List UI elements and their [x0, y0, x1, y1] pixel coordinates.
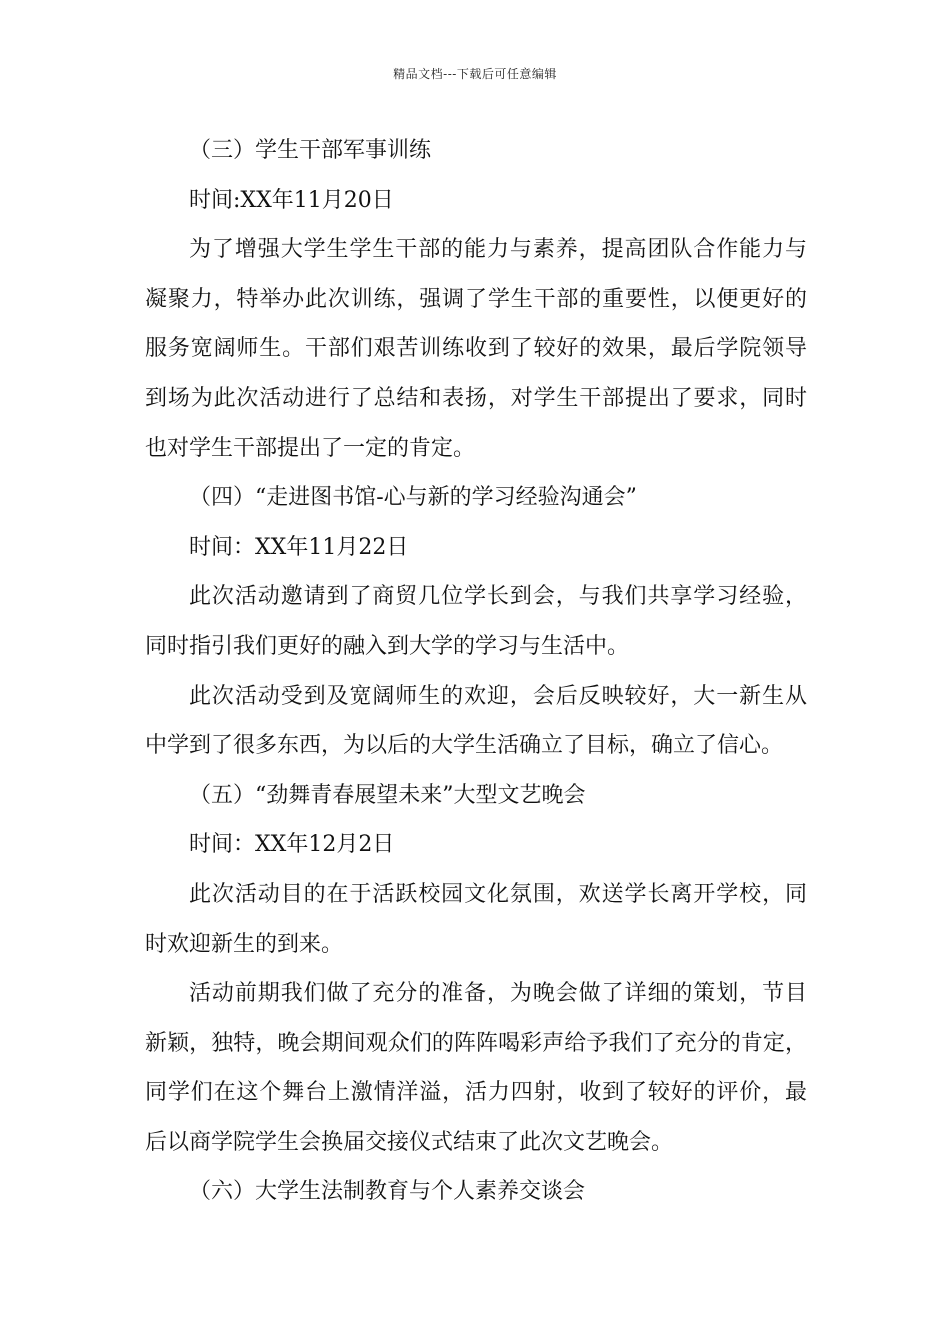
paragraph-line: 中学到了很多东西，为以后的大学生活确立了目标，确立了信心。 — [145, 733, 784, 759]
paragraph-line: 此次活动目的在于活跃校园文化氛围，欢送学长离开学校，同 — [189, 881, 807, 907]
section-heading-6: （六）大学生法制教育与个人素养交谈会 — [189, 1179, 586, 1205]
section-heading-5: （五）“劲舞青春展望未来”大型文艺晚会 — [189, 782, 586, 808]
paragraph-line: 也对学生干部提出了一定的肯定。 — [145, 435, 476, 461]
section-heading-3: （三）学生干部军事训练 — [189, 138, 432, 163]
document-body — [145, 126, 807, 1217]
paragraph-line: 活动前期我们做了充分的准备，为晚会做了详细的策划，节目 — [189, 981, 807, 1007]
paragraph-line: 凝聚力，特举办此次训练，强调了学生干部的重要性，以便更好的 — [145, 286, 807, 312]
section-4-date: 时间：XX年11月22日 — [189, 534, 409, 560]
paragraph-line: 此次活动邀请到了商贸几位学长到会，与我们共享学习经验， — [189, 584, 807, 610]
section-heading-4: （四）“走进图书馆-心与新的学习经验沟通会” — [189, 485, 637, 511]
paragraph-line: 为了增强大学生学生干部的能力与素养，提高团队合作能力与 — [189, 237, 807, 263]
page-header: 精品文档---下载后可任意编辑 — [393, 67, 557, 81]
paragraph-line: 新颖，独特，晚会期间观众们的阵阵喝彩声给予我们了充分的肯定， — [145, 1030, 807, 1056]
paragraph-line: 此次活动受到及宽阔师生的欢迎，会后反映较好，大一新生从 — [189, 683, 807, 709]
section-3-date: 时间:XX年11月20日 — [189, 187, 394, 213]
paragraph-line: 服务宽阔师生。干部们艰苦训练收到了较好的效果，最后学院领导 — [145, 336, 807, 362]
section-5-date: 时间：XX年12月2日 — [189, 832, 395, 858]
paragraph-line: 时欢迎新生的到来。 — [145, 931, 344, 957]
paragraph-line: 同学们在这个舞台上激情洋溢，活力四射，收到了较好的评价，最 — [145, 1080, 807, 1106]
paragraph-line: 到场为此次活动进行了总结和表扬，对学生干部提出了要求，同时 — [145, 385, 807, 411]
paragraph-line: 后以商学院学生会换届交接仪式结束了此次文艺晚会。 — [145, 1129, 674, 1155]
paragraph-line: 同时指引我们更好的融入到大学的学习与生活中。 — [145, 633, 630, 659]
